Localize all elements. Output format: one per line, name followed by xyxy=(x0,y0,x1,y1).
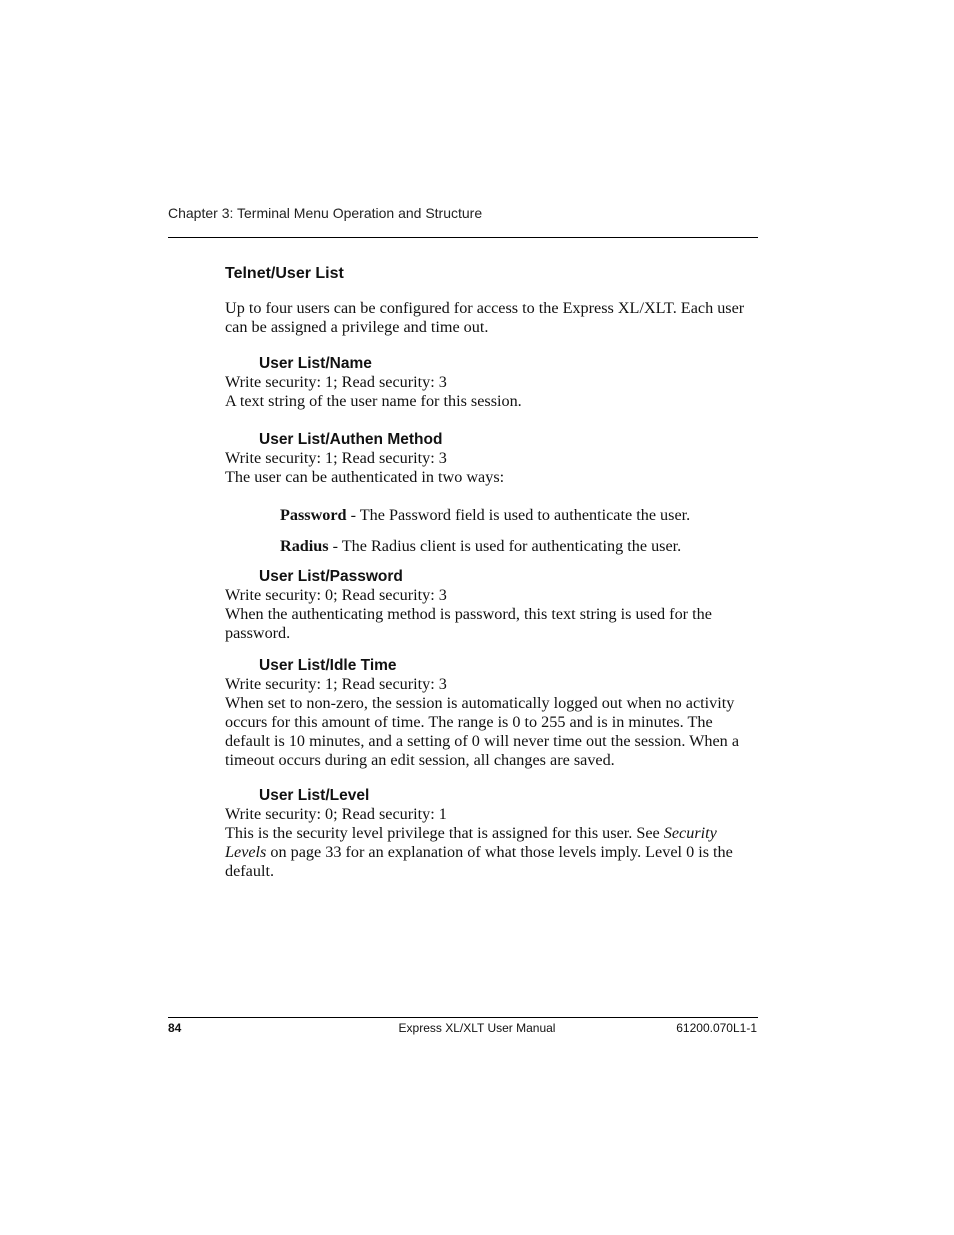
subsection-heading-password: User List/Password xyxy=(259,568,403,585)
auth-option-password xyxy=(225,506,758,525)
description-level xyxy=(225,824,758,881)
description-level-before: This is the security level privilege that is assigned for this user. See xyxy=(225,824,664,842)
cross-reference-link: Security Levels xyxy=(225,824,717,861)
auth-option-radius xyxy=(225,537,758,556)
subsection-heading-name: User List/Name xyxy=(259,355,372,372)
header-rule xyxy=(168,237,758,238)
description-authen: The user can be authenticated in two ways: xyxy=(225,468,505,486)
running-header: Chapter 3: Terminal Menu Operation and Structure xyxy=(168,205,483,221)
description-password: When the authenticating method is password, this text string is used for the password. xyxy=(225,605,712,642)
footer-rule xyxy=(168,1017,758,1018)
auth-option-term: Password xyxy=(280,506,347,524)
auth-option-text: - The Radius client is used for authenticating the user. xyxy=(328,537,682,555)
security-line-level: Write security: 0; Read security: 1 xyxy=(225,805,447,823)
description-name: A text string of the user name for this session. xyxy=(225,392,522,410)
security-line-password: Write security: 0; Read security: 3 xyxy=(225,586,447,604)
manual-title: Express XL/XLT User Manual xyxy=(398,1021,556,1035)
page-content xyxy=(225,264,758,881)
security-line-idle: Write security: 1; Read security: 3 xyxy=(225,675,447,693)
description-idle: When set to non-zero, the session is automatically logged out when no activity occurs for this amount of time. The range is 0 to 255 and is in minutes. The default is 10 minutes, and a setting of 0 will never time out the session. When a timeout occurs during an edit session, all changes are saved. xyxy=(225,694,740,769)
section-intro: Up to four users can be configured for access to the Express XL/XLT. Each user can be assigned a privilege and time out. xyxy=(225,299,745,336)
auth-option-text: - The Password field is used to authenticate the user. xyxy=(346,506,691,524)
page-number: 84 xyxy=(168,1021,182,1035)
security-line-authen: Write security: 1; Read security: 3 xyxy=(225,449,447,467)
document-number: 61200.070L1-1 xyxy=(676,1021,757,1035)
subsection-heading-level: User List/Level xyxy=(259,787,370,804)
description-level-after: on page 33 for an explanation of what those levels imply. Level 0 is the default. xyxy=(225,843,733,880)
section-title: Telnet/User List xyxy=(225,265,344,282)
subsection-heading-authen: User List/Authen Method xyxy=(259,431,443,448)
security-line-name: Write security: 1; Read security: 3 xyxy=(225,373,447,391)
subsection-heading-idle: User List/Idle Time xyxy=(259,657,397,674)
auth-option-term: Radius xyxy=(280,537,329,555)
